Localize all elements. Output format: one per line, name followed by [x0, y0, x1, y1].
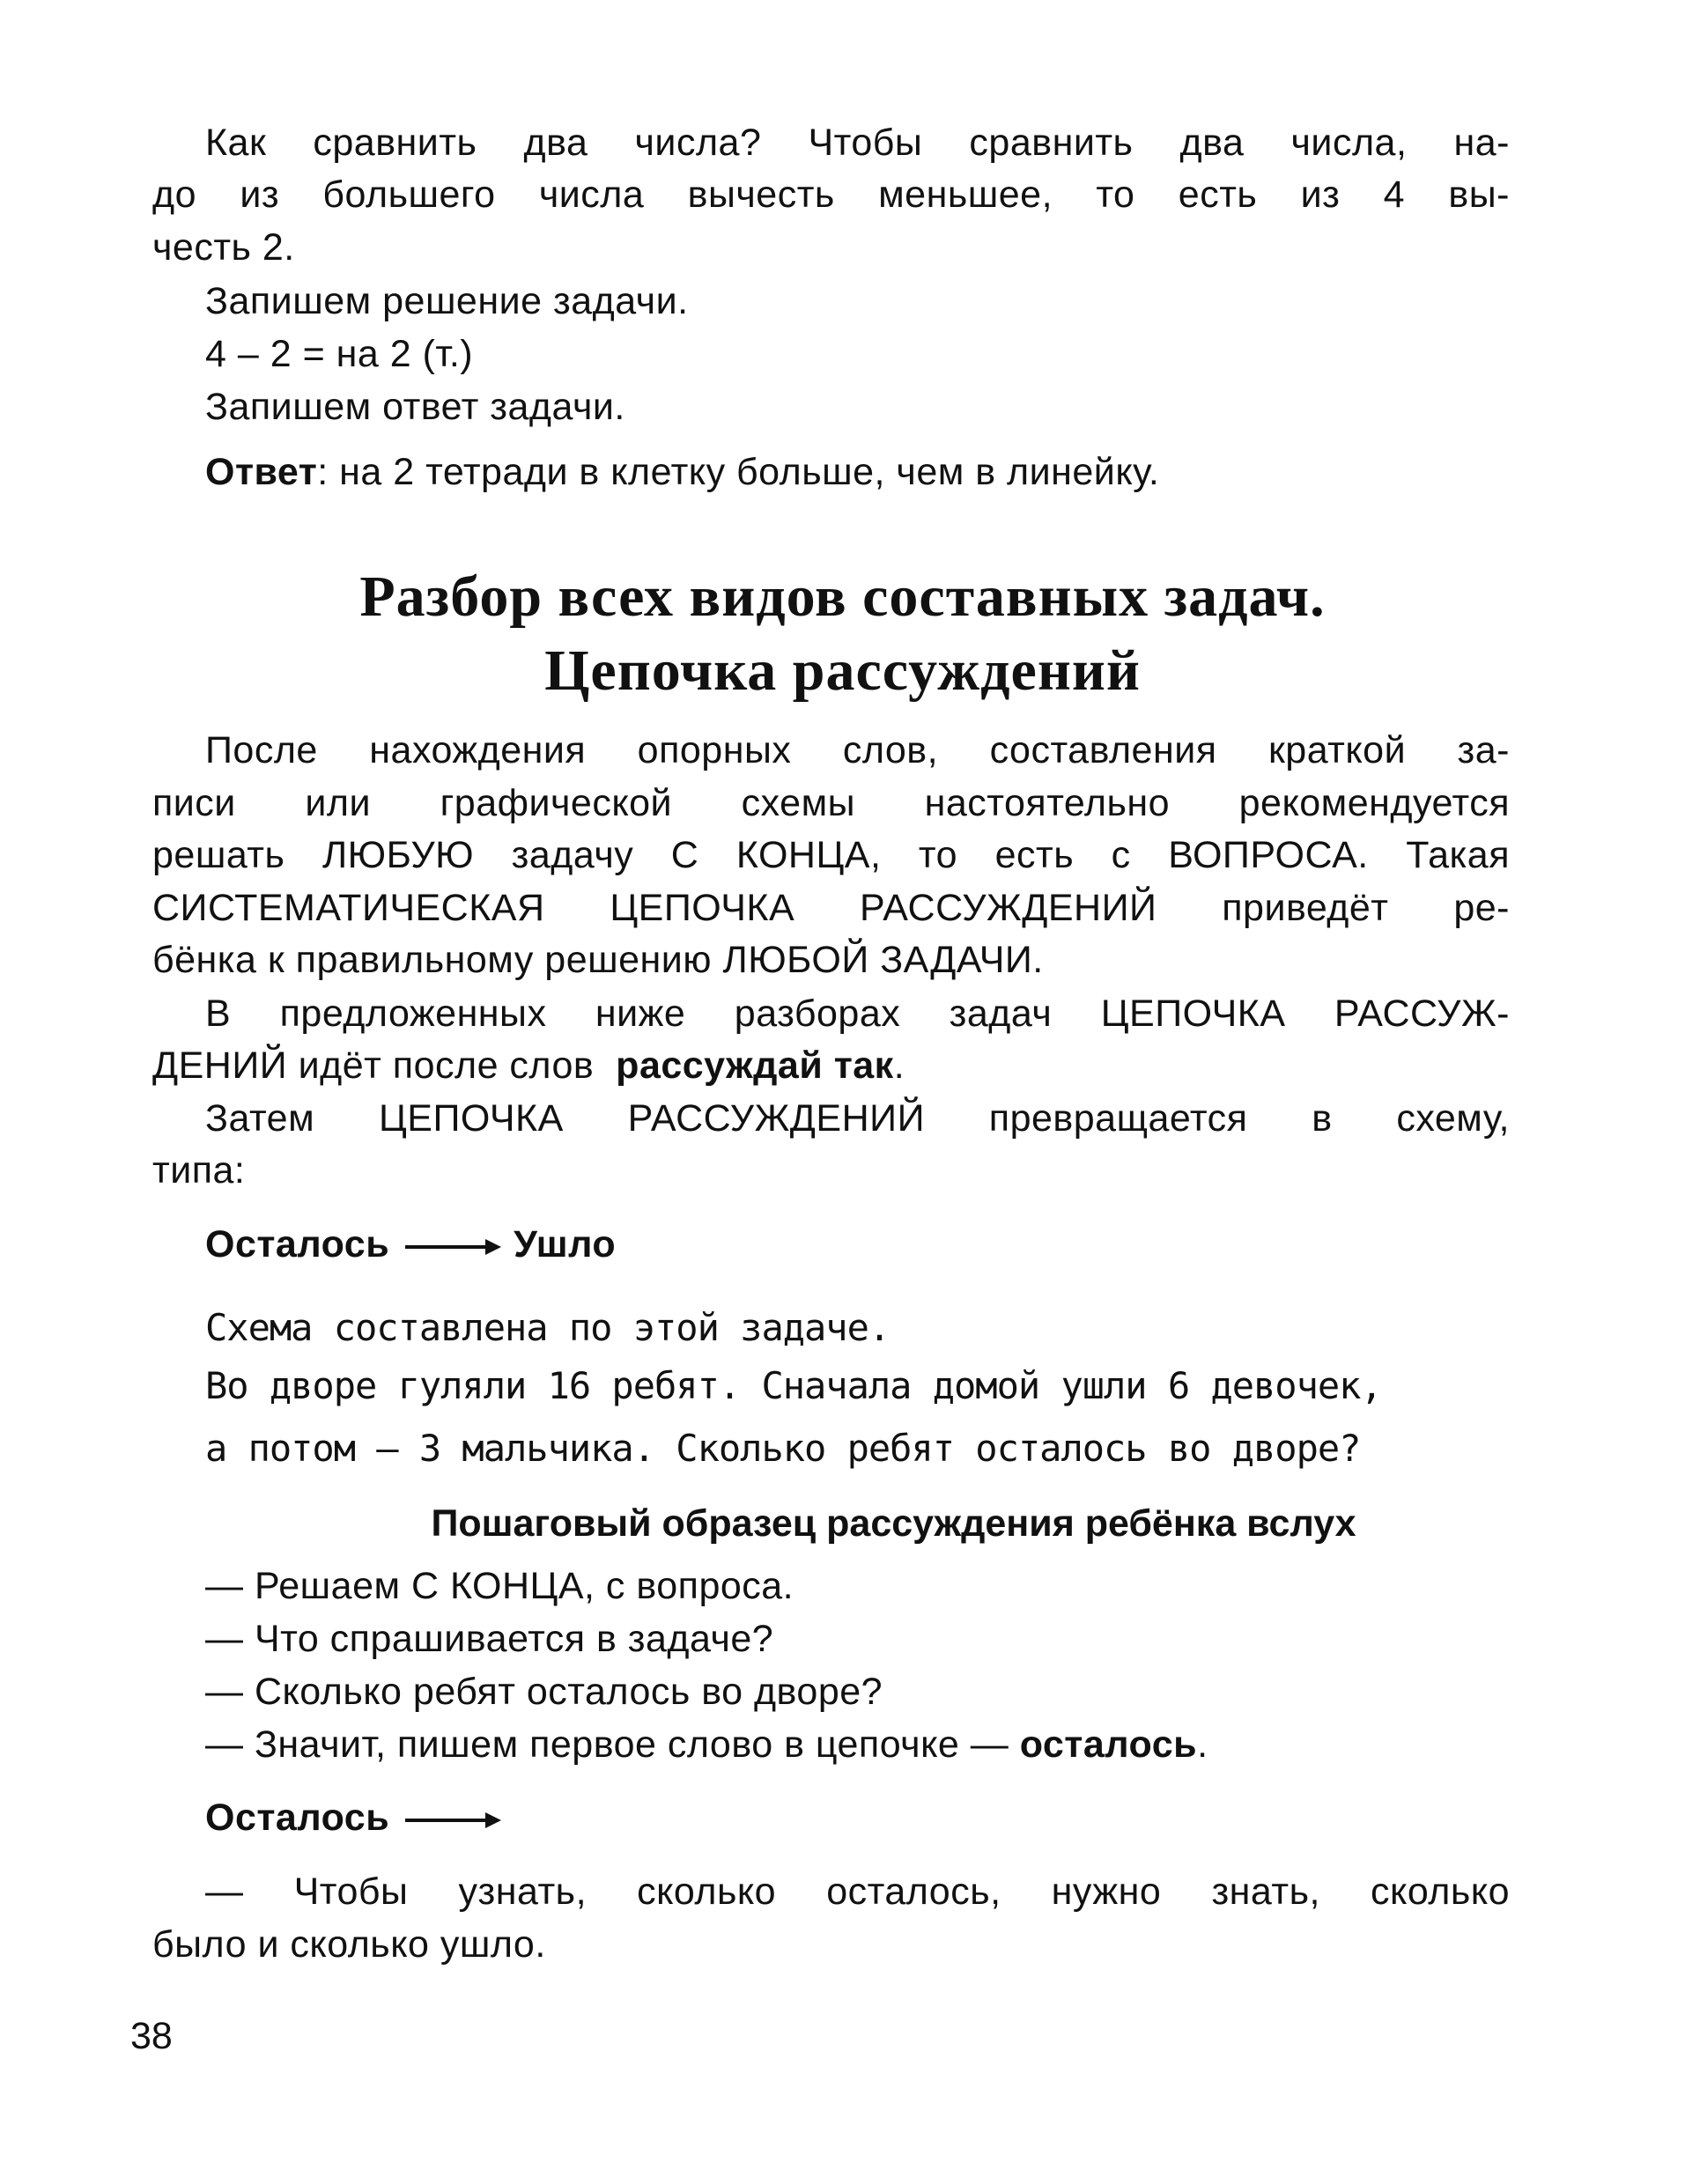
para3-line-2: типа: [152, 1149, 246, 1192]
intro-line-1: Как сравнить два числа? Чтобы сравнить два числа, на- [205, 122, 1510, 164]
closing-line-2: было и сколько ушло. [152, 1923, 546, 1966]
step-item-4 [205, 1718, 1510, 1771]
task-intro: Схема составлена по этой задаче. [205, 1306, 891, 1349]
write-solution-text: Запишем решение задачи. [205, 280, 689, 322]
para1-line-3: решать ЛЮБУЮ задачу С КОНЦА, то есть с ВОПРОСА. Такая [152, 834, 1510, 876]
para2-line-2-prefix: ДЕНИЙ идёт после слов [152, 1044, 605, 1087]
para2-line-2-suffix: . [893, 1044, 905, 1087]
para1-line-1: После нахождения опорных слов, составления краткой за- [205, 729, 1510, 771]
equation: 4 – 2 = на 2 (т.) [205, 333, 474, 375]
step-item-4-keyword: осталось [1019, 1723, 1198, 1766]
task-line-1: Во дворе гуляли 16 ребят. Сначала домой ушли 6 девочек, [205, 1364, 1382, 1407]
intro-line-2: до из большего числа вычесть меньшее, то есть из 4 вы- [152, 173, 1510, 216]
reason-so-keyword: рассуждай так [616, 1044, 894, 1087]
section-heading-line-2: Цепочка рассуждений [544, 638, 1141, 703]
para1-line-4: СИСТЕМАТИЧЕСКАЯ ЦЕПОЧКА РАССУЖДЕНИЙ приведёт ре- [152, 887, 1510, 929]
step-item-3: — Сколько ребят осталось во дворе? [205, 1671, 883, 1713]
step-item-4-prefix: — Значит, пишем первое слово в цепочке — [205, 1723, 1020, 1766]
para2-line-1: В предложенных ниже разборах задач ЦЕПОЧКА РАССУЖ- [205, 992, 1510, 1035]
scheme-remained-left [205, 1218, 1510, 1271]
scheme-remained-partial [205, 1791, 1510, 1844]
scheme-from: Осталось [205, 1223, 390, 1265]
para1-line-5: бёнка к правильному решению ЛЮБОЙ ЗАДАЧИ. [152, 939, 1044, 981]
step-item-4-suffix: . [1197, 1723, 1208, 1766]
step-item-1: — Решаем С КОНЦА, с вопроса. [205, 1565, 794, 1607]
para3-line-1: Затем ЦЕПОЧКА РАССУЖДЕНИЙ превращается в схему, [205, 1097, 1510, 1140]
answer-label: Ответ [205, 451, 318, 493]
para2-line-2 [152, 1039, 1510, 1092]
page-number: 38 [130, 2015, 173, 2057]
para1-line-2: писи или графической схемы настоятельно рекомендуется [152, 782, 1510, 824]
answer-text: : на 2 тетради в клетку больше, чем в линейку. [317, 451, 1160, 493]
answer-line [205, 446, 1510, 498]
arrow-right-icon [405, 1819, 498, 1822]
task-line-2: а потом — 3 мальчика. Сколько ребят осталось во дворе? [205, 1427, 1361, 1470]
section-heading-line-1: Разбор всех видов составных задач. [359, 564, 1326, 629]
scheme-to: Ушло [514, 1223, 617, 1265]
write-answer-text: Запишем ответ задачи. [205, 386, 625, 428]
scheme2-from: Осталось [205, 1797, 390, 1839]
step-item-2: — Что спрашивается в задаче? [205, 1618, 774, 1660]
steps-title: Пошаговый образец рассуждения ребёнка вслух [431, 1502, 1356, 1545]
closing-line-1: — Чтобы узнать, сколько осталось, нужно знать, сколько [205, 1870, 1510, 1913]
intro-line-3: честь 2. [152, 226, 295, 269]
arrow-right-icon [405, 1245, 498, 1249]
